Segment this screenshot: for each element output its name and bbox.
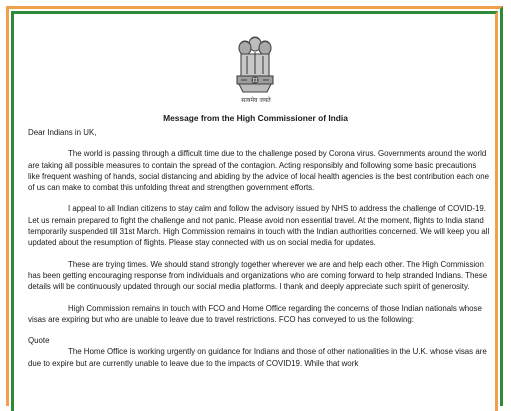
- letter-body: [28, 127, 490, 369]
- quote-label: Quote: [28, 336, 50, 346]
- quoted-paragraph: The Home Office is working urgently on guidance for Indians and those of other nationalities in the U.K. whose visas are due to expire but are currently unable to leave due to the impacts of COVID19. While that work: [28, 347, 487, 368]
- paragraph: I appeal to all Indian citizens to stay calm and follow the advisory issued by NHS to address the challenge of COVID-19. Let us remain prepared to fight the challenge and not panic. Please avoid non essential travel. At the moment, flights to India stand temporarily suspended till 31st March. High Commission remains in touch with the Indian authorities concerned. We will keep you all updated about the resumption of flights. Please stay connected with us on social media for updates.: [28, 204, 490, 248]
- emblem-motto: सत्यमेव जयते: [241, 97, 271, 104]
- national-emblem-icon: [233, 34, 277, 98]
- paragraph: High Commission remains in touch with FCO and Home Office regarding the concerns of those Indian nationals whose visas are expiring but who are unable to leave due to travel restrictions. FCO has conveyed to us the following:: [28, 303, 482, 324]
- document-title: Message from the High Commissioner of India: [163, 113, 348, 123]
- paragraph: The world is passing through a difficult time due to the challenge posed by Corona virus. Governments around the world are taking all possible measures to contain the spread of the contagion. Acting responsibly and following some basic precautions like frequent washing of hands, social distancing and abiding by the advice of local health agencies is the best contribution each one of us can make to combat this unfolding threat and strengthen government efforts.: [28, 149, 490, 193]
- salutation: Dear Indians in UK,: [28, 128, 97, 137]
- paragraph: These are trying times. We should stand strongly together wherever we are and help each other. The High Commission has been getting encouraging response from individuals and organizations who are coming forward to help stranded Indians. These details will be continuously updated through our social media platforms. I thank and deeply appreciate such spirit of generosity.: [28, 259, 488, 292]
